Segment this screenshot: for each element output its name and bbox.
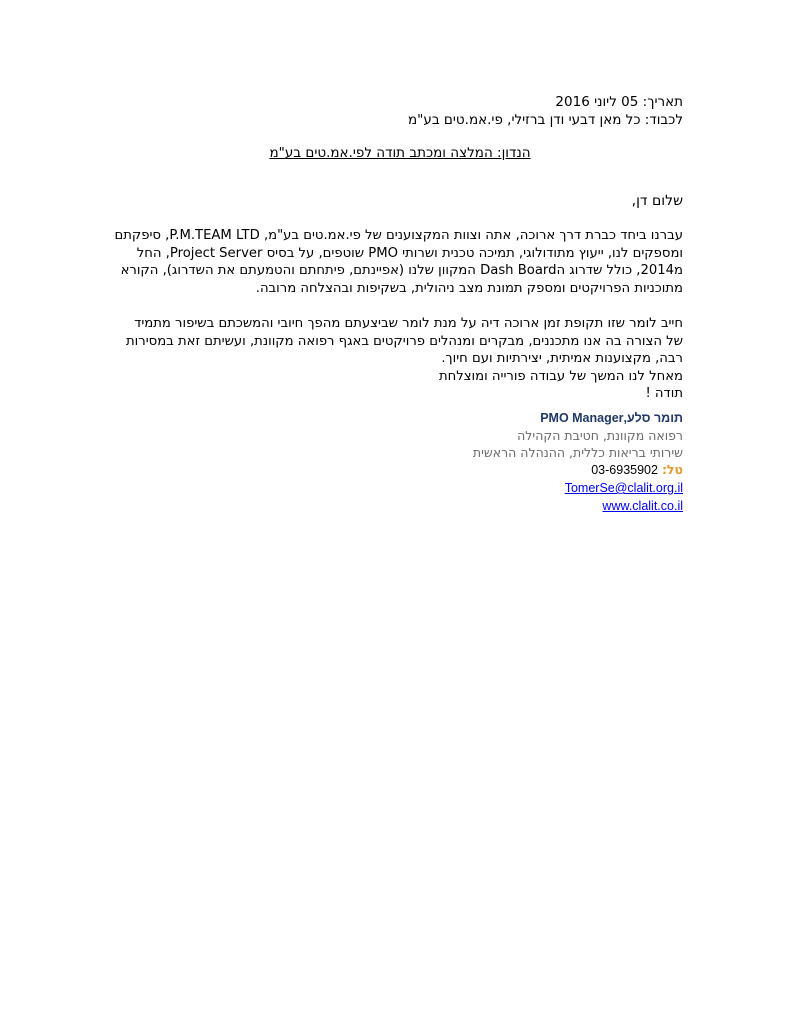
- signature-block: [113, 410, 683, 515]
- paragraph-1-line: עברנו ביחד כברת דרך ארוכה, אתה וצוות המקצוענים של פי.אמ.טים בע"מ, P.M.TEAM LTD, סיפקתם: [114, 228, 683, 243]
- paragraph-1: [113, 227, 683, 297]
- subject-text: הנדון: המלצה ומכתב תודה לפי.אמ.טים בע"מ: [269, 145, 531, 161]
- recipient-line: לכבוד: כל מאן דבעי ודן ברזילי, פי.אמ.טים בע"מ: [408, 112, 683, 128]
- closing-wish: מאחל לנו המשך של עבודה פורייה ומוצלחת: [438, 368, 683, 384]
- signature-phone-row: [113, 461, 683, 479]
- signature-email-row: [113, 479, 683, 497]
- paragraph-1-line: ומספקים לנו, ייעוץ מתודולוגי, תמיכה טכנית ושרותי PMO שוטפים, על בסיס Project Server, החל: [136, 245, 683, 261]
- date-line: תאריך: 05 ליוני 2016: [555, 94, 683, 110]
- subject-line: [0, 144, 800, 162]
- paragraph-1-line: מ2014, כולל שדרוג הDash Board המקוון שלנו (אפיינתם, פיתחתם והטמעתם את השדרוג), הקורא: [120, 263, 683, 278]
- paragraph-2: [113, 315, 683, 403]
- greeting: שלום דן,: [631, 193, 683, 209]
- phone-number: 03-6935902: [591, 463, 658, 477]
- website-link[interactable]: www.clalit.co.il: [602, 499, 683, 513]
- signature-website-row: [113, 497, 683, 515]
- signature-department: רפואה מקוונת, חטיבת הקהילה: [517, 428, 683, 443]
- paragraph-2-line: רבה, מקצוענות אמיתית, יצירתיות ועם חיוך.: [441, 351, 683, 366]
- paragraph-2-line: חייב לומר שזו תקופת זמן ארוכה דיה על מנת לומר שביצעתם מהפך חיובי והמשכתם בשיפור מתמיד: [134, 316, 683, 331]
- phone-label: טל:: [661, 462, 683, 477]
- paragraph-1-line: מתוכניות הפרויקטים ומספק תמונת מצב ניהולית, בשקיפות ובהצלחה מרובה.: [255, 280, 683, 296]
- closing-thanks: תודה !: [645, 386, 683, 401]
- email-link[interactable]: TomerSe@clalit.org.il: [564, 481, 683, 495]
- signature-organization: שירותי בריאות כללית, ההנהלה הראשית: [472, 445, 683, 460]
- signature-name: תומר סלע,PMO Manager: [540, 411, 683, 425]
- letter-header: [113, 93, 683, 129]
- paragraph-2-line: של הצורה בה אנו מתכננים, מבקרים ומנהלים פרויקטים באגף רפואה מקוונת, ועשיתם זאת במסירות: [125, 333, 683, 349]
